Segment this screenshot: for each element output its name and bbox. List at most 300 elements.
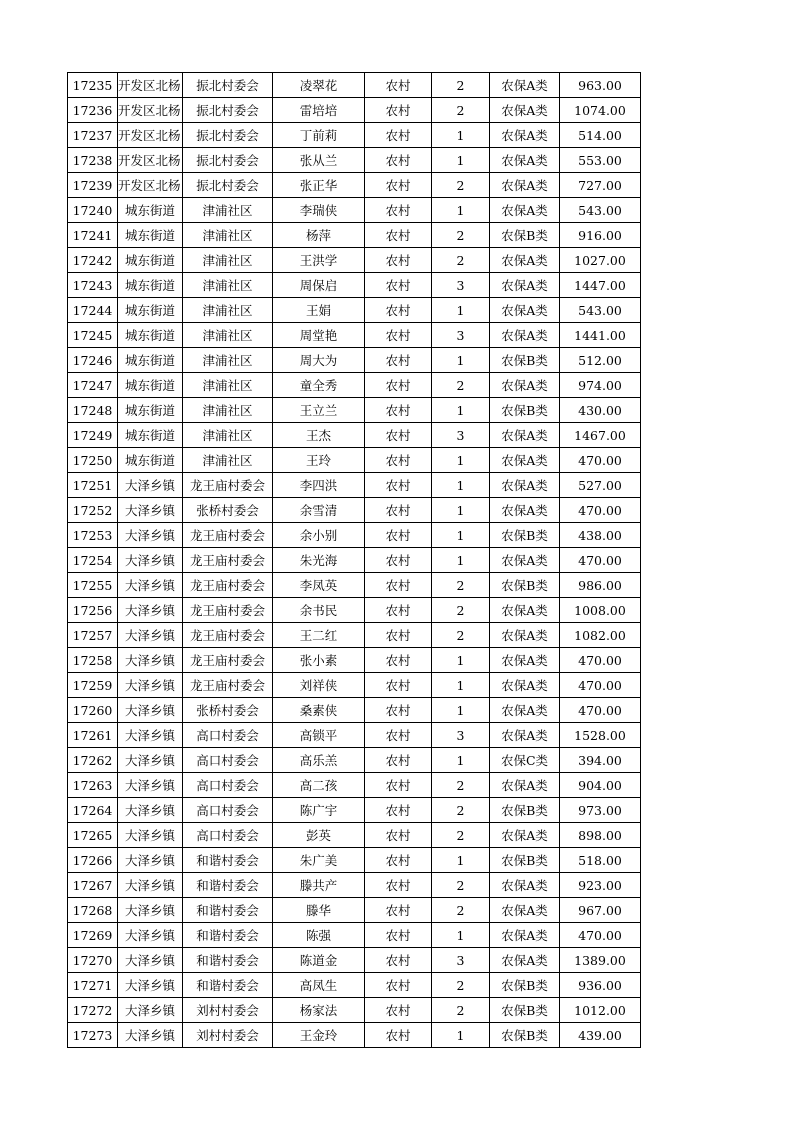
community-cell: 津浦社区: [183, 323, 273, 348]
township-cell: 开发区北杨: [118, 123, 183, 148]
name-cell: 张从兰: [273, 148, 365, 173]
household-type-cell: 农村: [365, 698, 432, 723]
township-cell: 开发区北杨: [118, 173, 183, 198]
community-cell: 津浦社区: [183, 398, 273, 423]
amount-cell: 986.00: [560, 573, 641, 598]
name-cell: 雷培培: [273, 98, 365, 123]
name-cell: 余小别: [273, 523, 365, 548]
insurance-category-cell: 农保B类: [490, 1023, 560, 1048]
township-cell: 城东街道: [118, 298, 183, 323]
table-row: [68, 948, 641, 973]
community-cell: 龙王庙村委会: [183, 523, 273, 548]
insurance-category-cell: 农保A类: [490, 273, 560, 298]
family-size-cell: 2: [432, 598, 490, 623]
insurance-category-cell: 农保B类: [490, 573, 560, 598]
amount-cell: 1012.00: [560, 998, 641, 1023]
record-id-cell: 17259: [68, 673, 118, 698]
table-row: [68, 248, 641, 273]
community-cell: 振北村委会: [183, 98, 273, 123]
record-id-cell: 17254: [68, 548, 118, 573]
insurance-category-cell: 农保A类: [490, 473, 560, 498]
name-cell: 王二红: [273, 623, 365, 648]
township-cell: 城东街道: [118, 398, 183, 423]
insurance-category-cell: 农保A类: [490, 498, 560, 523]
insurance-category-cell: 农保A类: [490, 548, 560, 573]
family-size-cell: 1: [432, 648, 490, 673]
table-row: [68, 823, 641, 848]
township-cell: 大泽乡镇: [118, 848, 183, 873]
township-cell: 大泽乡镇: [118, 673, 183, 698]
household-type-cell: 农村: [365, 723, 432, 748]
name-cell: 王洪学: [273, 248, 365, 273]
record-id-cell: 17255: [68, 573, 118, 598]
amount-cell: 1447.00: [560, 273, 641, 298]
community-cell: 津浦社区: [183, 373, 273, 398]
amount-cell: 923.00: [560, 873, 641, 898]
name-cell: 杨萍: [273, 223, 365, 248]
community-cell: 振北村委会: [183, 123, 273, 148]
household-type-cell: 农村: [365, 323, 432, 348]
table-row: [68, 773, 641, 798]
record-id-cell: 17258: [68, 648, 118, 673]
record-id-cell: 17248: [68, 398, 118, 423]
table-row: [68, 698, 641, 723]
community-cell: 津浦社区: [183, 223, 273, 248]
table-row: [68, 923, 641, 948]
record-id-cell: 17238: [68, 148, 118, 173]
record-id-cell: 17253: [68, 523, 118, 548]
name-cell: 高凤生: [273, 973, 365, 998]
township-cell: 城东街道: [118, 348, 183, 373]
community-cell: 刘村村委会: [183, 1023, 273, 1048]
name-cell: 丁前莉: [273, 123, 365, 148]
name-cell: 王立兰: [273, 398, 365, 423]
amount-cell: 967.00: [560, 898, 641, 923]
table-row: [68, 573, 641, 598]
table-row: [68, 373, 641, 398]
record-id-cell: 17272: [68, 998, 118, 1023]
name-cell: 张正华: [273, 173, 365, 198]
amount-cell: 543.00: [560, 198, 641, 223]
family-size-cell: 1: [432, 698, 490, 723]
township-cell: 大泽乡镇: [118, 723, 183, 748]
family-size-cell: 1: [432, 348, 490, 373]
amount-cell: 974.00: [560, 373, 641, 398]
name-cell: 杨家法: [273, 998, 365, 1023]
table-row: [68, 498, 641, 523]
amount-cell: 1082.00: [560, 623, 641, 648]
table-row: [68, 223, 641, 248]
community-cell: 高口村委会: [183, 723, 273, 748]
name-cell: 陈强: [273, 923, 365, 948]
community-cell: 和谐村委会: [183, 898, 273, 923]
household-type-cell: 农村: [365, 573, 432, 598]
table-row: [68, 423, 641, 448]
name-cell: 李瑞侠: [273, 198, 365, 223]
community-cell: 龙王庙村委会: [183, 473, 273, 498]
community-cell: 津浦社区: [183, 348, 273, 373]
household-type-cell: 农村: [365, 773, 432, 798]
name-cell: 王娟: [273, 298, 365, 323]
township-cell: 城东街道: [118, 198, 183, 223]
record-id-cell: 17237: [68, 123, 118, 148]
amount-cell: 470.00: [560, 448, 641, 473]
community-cell: 张桥村委会: [183, 498, 273, 523]
township-cell: 大泽乡镇: [118, 773, 183, 798]
table-row: [68, 598, 641, 623]
name-cell: 高二孩: [273, 773, 365, 798]
insurance-category-cell: 农保A类: [490, 598, 560, 623]
family-size-cell: 2: [432, 73, 490, 98]
amount-cell: 963.00: [560, 73, 641, 98]
table-row: [68, 273, 641, 298]
insurance-category-cell: 农保B类: [490, 848, 560, 873]
township-cell: 大泽乡镇: [118, 548, 183, 573]
record-id-cell: 17257: [68, 623, 118, 648]
name-cell: 王杰: [273, 423, 365, 448]
table-row: [68, 173, 641, 198]
table-row: [68, 748, 641, 773]
table-row: [68, 548, 641, 573]
township-cell: 大泽乡镇: [118, 948, 183, 973]
table-row: [68, 473, 641, 498]
household-type-cell: 农村: [365, 1023, 432, 1048]
table-row: [68, 1023, 641, 1048]
family-size-cell: 1: [432, 398, 490, 423]
amount-cell: 1467.00: [560, 423, 641, 448]
household-type-cell: 农村: [365, 948, 432, 973]
family-size-cell: 1: [432, 123, 490, 148]
insurance-category-cell: 农保A类: [490, 73, 560, 98]
table-row: [68, 898, 641, 923]
township-cell: 大泽乡镇: [118, 798, 183, 823]
record-id-cell: 17263: [68, 773, 118, 798]
household-type-cell: 农村: [365, 173, 432, 198]
table-row: [68, 623, 641, 648]
township-cell: 城东街道: [118, 323, 183, 348]
table-row: [68, 723, 641, 748]
family-size-cell: 1: [432, 923, 490, 948]
family-size-cell: 1: [432, 848, 490, 873]
township-cell: 城东街道: [118, 273, 183, 298]
name-cell: 周大为: [273, 348, 365, 373]
name-cell: 张小素: [273, 648, 365, 673]
insurance-category-cell: 农保A类: [490, 198, 560, 223]
household-type-cell: 农村: [365, 473, 432, 498]
community-cell: 高口村委会: [183, 798, 273, 823]
amount-cell: 727.00: [560, 173, 641, 198]
insurance-category-cell: 农保B类: [490, 798, 560, 823]
household-type-cell: 农村: [365, 98, 432, 123]
record-id-cell: 17261: [68, 723, 118, 748]
family-size-cell: 2: [432, 98, 490, 123]
record-id-cell: 17242: [68, 248, 118, 273]
name-cell: 陈道金: [273, 948, 365, 973]
record-id-cell: 17271: [68, 973, 118, 998]
township-cell: 大泽乡镇: [118, 698, 183, 723]
record-id-cell: 17266: [68, 848, 118, 873]
record-id-cell: 17236: [68, 98, 118, 123]
community-cell: 龙王庙村委会: [183, 648, 273, 673]
record-id-cell: 17252: [68, 498, 118, 523]
amount-cell: 916.00: [560, 223, 641, 248]
name-cell: 王玲: [273, 448, 365, 473]
record-id-cell: 17270: [68, 948, 118, 973]
community-cell: 高口村委会: [183, 748, 273, 773]
insurance-category-cell: 农保C类: [490, 748, 560, 773]
amount-cell: 512.00: [560, 348, 641, 373]
township-cell: 开发区北杨: [118, 148, 183, 173]
family-size-cell: 1: [432, 148, 490, 173]
family-size-cell: 2: [432, 873, 490, 898]
community-cell: 和谐村委会: [183, 923, 273, 948]
table-row: [68, 448, 641, 473]
record-id-cell: 17244: [68, 298, 118, 323]
table-row: [68, 873, 641, 898]
township-cell: 大泽乡镇: [118, 898, 183, 923]
family-size-cell: 3: [432, 723, 490, 748]
community-cell: 津浦社区: [183, 273, 273, 298]
township-cell: 大泽乡镇: [118, 623, 183, 648]
amount-cell: 973.00: [560, 798, 641, 823]
family-size-cell: 3: [432, 323, 490, 348]
family-size-cell: 2: [432, 973, 490, 998]
family-size-cell: 2: [432, 248, 490, 273]
township-cell: 大泽乡镇: [118, 473, 183, 498]
household-type-cell: 农村: [365, 598, 432, 623]
township-cell: 大泽乡镇: [118, 973, 183, 998]
household-type-cell: 农村: [365, 348, 432, 373]
table-row: [68, 73, 641, 98]
table-row: [68, 673, 641, 698]
name-cell: 李四洪: [273, 473, 365, 498]
insurance-category-cell: 农保B类: [490, 348, 560, 373]
amount-cell: 470.00: [560, 923, 641, 948]
family-size-cell: 1: [432, 298, 490, 323]
township-cell: 大泽乡镇: [118, 598, 183, 623]
record-id-cell: 17240: [68, 198, 118, 223]
amount-cell: 470.00: [560, 648, 641, 673]
table-row: [68, 298, 641, 323]
township-cell: 城东街道: [118, 423, 183, 448]
community-cell: 津浦社区: [183, 423, 273, 448]
insurance-category-cell: 农保A类: [490, 698, 560, 723]
township-cell: 大泽乡镇: [118, 523, 183, 548]
family-size-cell: 1: [432, 673, 490, 698]
insurance-category-cell: 农保A类: [490, 648, 560, 673]
household-type-cell: 农村: [365, 898, 432, 923]
record-id-cell: 17268: [68, 898, 118, 923]
insurance-category-cell: 农保A类: [490, 448, 560, 473]
name-cell: 周保启: [273, 273, 365, 298]
name-cell: 高乐羔: [273, 748, 365, 773]
table-row: [68, 348, 641, 373]
insurance-category-cell: 农保B类: [490, 973, 560, 998]
record-id-cell: 17250: [68, 448, 118, 473]
township-cell: 大泽乡镇: [118, 998, 183, 1023]
household-type-cell: 农村: [365, 848, 432, 873]
family-size-cell: 2: [432, 798, 490, 823]
household-type-cell: 农村: [365, 648, 432, 673]
family-size-cell: 2: [432, 173, 490, 198]
table-row: [68, 148, 641, 173]
family-size-cell: 2: [432, 773, 490, 798]
record-id-cell: 17249: [68, 423, 118, 448]
household-type-cell: 农村: [365, 198, 432, 223]
township-cell: 大泽乡镇: [118, 573, 183, 598]
table-row: [68, 848, 641, 873]
insurance-category-cell: 农保A类: [490, 248, 560, 273]
community-cell: 龙王庙村委会: [183, 598, 273, 623]
amount-cell: 898.00: [560, 823, 641, 848]
household-type-cell: 农村: [365, 248, 432, 273]
household-type-cell: 农村: [365, 123, 432, 148]
table-row: [68, 523, 641, 548]
name-cell: 王金玲: [273, 1023, 365, 1048]
name-cell: 刘祥侠: [273, 673, 365, 698]
amount-cell: 1441.00: [560, 323, 641, 348]
table-row: [68, 973, 641, 998]
name-cell: 陈广宇: [273, 798, 365, 823]
household-type-cell: 农村: [365, 148, 432, 173]
township-cell: 大泽乡镇: [118, 748, 183, 773]
family-size-cell: 1: [432, 548, 490, 573]
household-type-cell: 农村: [365, 298, 432, 323]
records-table-body: [68, 73, 641, 1048]
record-id-cell: 17262: [68, 748, 118, 773]
name-cell: 彭英: [273, 823, 365, 848]
amount-cell: 936.00: [560, 973, 641, 998]
record-id-cell: 17245: [68, 323, 118, 348]
amount-cell: 1389.00: [560, 948, 641, 973]
insurance-category-cell: 农保A类: [490, 673, 560, 698]
household-type-cell: 农村: [365, 798, 432, 823]
insurance-category-cell: 农保A类: [490, 723, 560, 748]
community-cell: 津浦社区: [183, 198, 273, 223]
household-type-cell: 农村: [365, 873, 432, 898]
family-size-cell: 3: [432, 423, 490, 448]
household-type-cell: 农村: [365, 548, 432, 573]
name-cell: 余雪清: [273, 498, 365, 523]
household-type-cell: 农村: [365, 998, 432, 1023]
insurance-category-cell: 农保A类: [490, 823, 560, 848]
name-cell: 周堂艳: [273, 323, 365, 348]
amount-cell: 438.00: [560, 523, 641, 548]
family-size-cell: 2: [432, 998, 490, 1023]
township-cell: 开发区北杨: [118, 98, 183, 123]
family-size-cell: 2: [432, 573, 490, 598]
family-size-cell: 1: [432, 473, 490, 498]
household-type-cell: 农村: [365, 923, 432, 948]
township-cell: 大泽乡镇: [118, 498, 183, 523]
insurance-category-cell: 农保A类: [490, 173, 560, 198]
record-id-cell: 17241: [68, 223, 118, 248]
community-cell: 和谐村委会: [183, 948, 273, 973]
community-cell: 振北村委会: [183, 173, 273, 198]
household-type-cell: 农村: [365, 498, 432, 523]
name-cell: 朱光海: [273, 548, 365, 573]
name-cell: 高锁平: [273, 723, 365, 748]
amount-cell: 394.00: [560, 748, 641, 773]
community-cell: 振北村委会: [183, 73, 273, 98]
name-cell: 余书民: [273, 598, 365, 623]
household-type-cell: 农村: [365, 373, 432, 398]
record-id-cell: 17264: [68, 798, 118, 823]
family-size-cell: 1: [432, 523, 490, 548]
township-cell: 大泽乡镇: [118, 1023, 183, 1048]
amount-cell: 514.00: [560, 123, 641, 148]
name-cell: 滕华: [273, 898, 365, 923]
insurance-category-cell: 农保A类: [490, 423, 560, 448]
insurance-category-cell: 农保A类: [490, 298, 560, 323]
amount-cell: 904.00: [560, 773, 641, 798]
family-size-cell: 2: [432, 623, 490, 648]
community-cell: 振北村委会: [183, 148, 273, 173]
family-size-cell: 1: [432, 1023, 490, 1048]
amount-cell: 1074.00: [560, 98, 641, 123]
name-cell: 李凤英: [273, 573, 365, 598]
family-size-cell: 2: [432, 223, 490, 248]
township-cell: 大泽乡镇: [118, 648, 183, 673]
name-cell: 凌翠花: [273, 73, 365, 98]
insurance-category-cell: 农保A类: [490, 148, 560, 173]
table-row: [68, 98, 641, 123]
community-cell: 龙王庙村委会: [183, 548, 273, 573]
insurance-category-cell: 农保B类: [490, 223, 560, 248]
community-cell: 津浦社区: [183, 248, 273, 273]
township-cell: 开发区北杨: [118, 73, 183, 98]
family-size-cell: 1: [432, 198, 490, 223]
insurance-category-cell: 农保B类: [490, 398, 560, 423]
table-row: [68, 998, 641, 1023]
household-type-cell: 农村: [365, 823, 432, 848]
record-id-cell: 17256: [68, 598, 118, 623]
family-size-cell: 3: [432, 273, 490, 298]
amount-cell: 543.00: [560, 298, 641, 323]
amount-cell: 470.00: [560, 698, 641, 723]
amount-cell: 527.00: [560, 473, 641, 498]
insurance-category-cell: 农保A类: [490, 98, 560, 123]
household-type-cell: 农村: [365, 623, 432, 648]
amount-cell: 553.00: [560, 148, 641, 173]
community-cell: 和谐村委会: [183, 848, 273, 873]
record-id-cell: 17260: [68, 698, 118, 723]
township-cell: 城东街道: [118, 448, 183, 473]
name-cell: 桑素侠: [273, 698, 365, 723]
table-row: [68, 798, 641, 823]
family-size-cell: 2: [432, 823, 490, 848]
amount-cell: 1008.00: [560, 598, 641, 623]
amount-cell: 518.00: [560, 848, 641, 873]
township-cell: 大泽乡镇: [118, 823, 183, 848]
table-row: [68, 123, 641, 148]
amount-cell: 439.00: [560, 1023, 641, 1048]
table-row: [68, 648, 641, 673]
family-size-cell: 2: [432, 373, 490, 398]
insurance-category-cell: 农保B类: [490, 523, 560, 548]
amount-cell: 470.00: [560, 548, 641, 573]
name-cell: 童全秀: [273, 373, 365, 398]
family-size-cell: 1: [432, 748, 490, 773]
insurance-category-cell: 农保B类: [490, 998, 560, 1023]
family-size-cell: 3: [432, 948, 490, 973]
record-id-cell: 17239: [68, 173, 118, 198]
township-cell: 城东街道: [118, 223, 183, 248]
insurance-category-cell: 农保A类: [490, 123, 560, 148]
family-size-cell: 2: [432, 898, 490, 923]
household-type-cell: 农村: [365, 673, 432, 698]
insurance-category-cell: 农保A类: [490, 323, 560, 348]
